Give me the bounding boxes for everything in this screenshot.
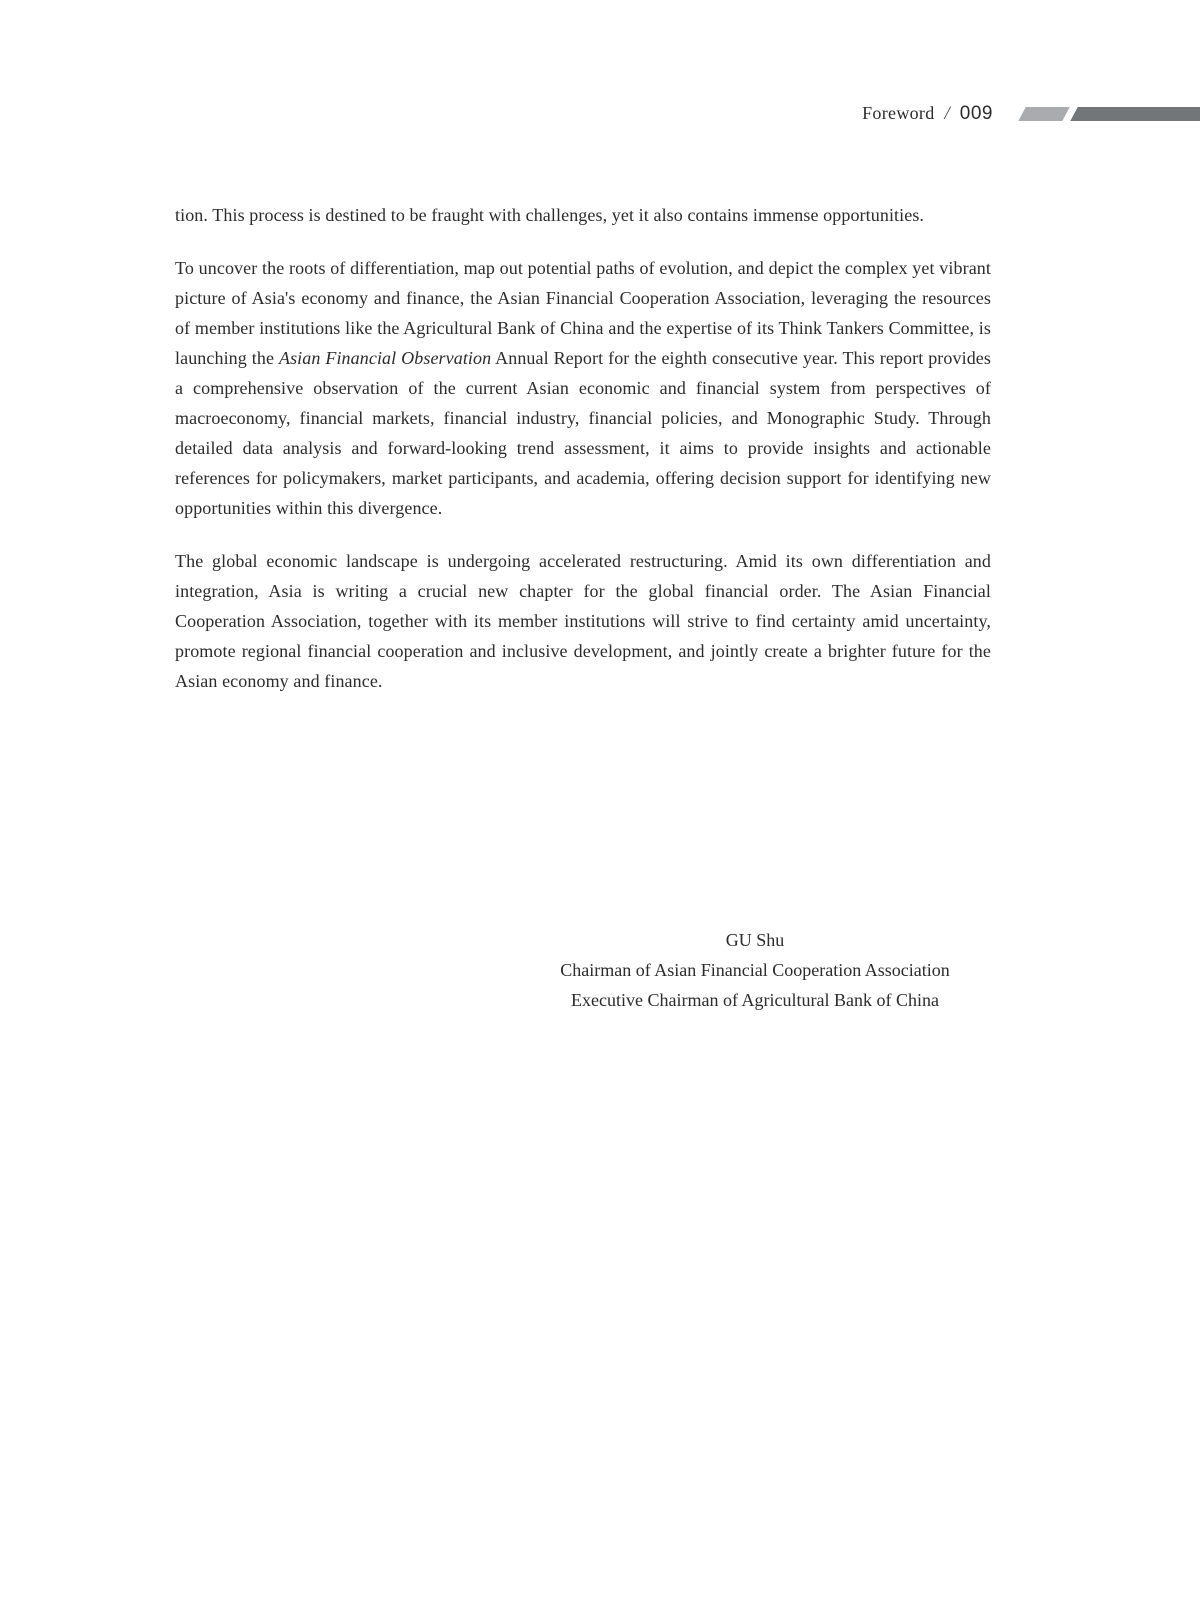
page-number: 009 [959, 103, 993, 124]
signature-block [505, 925, 1005, 1015]
paragraph-1: tion. This process is destined to be fraught with challenges, yet it also contains immense opportunities. [175, 205, 925, 225]
header-separator: / [944, 103, 950, 124]
section-label: Foreword [862, 103, 935, 123]
decoration-bar [1070, 107, 1200, 121]
paragraph-2-lead: To uncover the roots of differentiation, map out potential paths of evolution, and depict the complex yet vibrant picture of Asia's economy and finance, the Asian Financial Cooperation Association, leveraging the resources of member institutions like the Agricultural Bank of China and the expertise of its Think Tankers Committee, is launching the [175, 258, 991, 368]
paragraph-3: The global economic landscape is undergoing accelerated restructuring. Amid its own differentiation and integration, Asia is writing a crucial new chapter for the global financial order. The Asian Financial Cooperation Association, together with its member institutions will strive to find certainty amid uncertainty, promote regional financial cooperation and inclusive development, and jointly create a brighter future for the Asian economy and finance. [175, 551, 991, 691]
paragraph-2 [175, 253, 991, 523]
signature-title-1: Chairman of Asian Financial Cooperation Association [560, 960, 950, 980]
signature-name: GU Shu [725, 930, 785, 950]
report-title-italic: Asian Financial Observation [278, 348, 492, 368]
signature-title-2: Executive Chairman of Agricultural Bank of China [571, 990, 939, 1010]
running-head [862, 103, 993, 125]
header-decoration [1010, 107, 1200, 123]
body-text [175, 200, 991, 719]
paragraph-2-tail: Annual Report for the eighth consecutive year. This report provides a comprehensive observation of the current Asian economic and financial system from perspectives of macroeconomy, financial markets, financial industry, financial policies, and Monographic Study. Through detailed data analysis and forward-looking trend assessment, it aims to provide insights and actionable references for policymakers, market participants, and academia, offering decision support for identifying new opportunities within this divergence. [175, 348, 992, 518]
page-header [0, 103, 1200, 133]
decoration-parallelogram [1018, 107, 1069, 121]
